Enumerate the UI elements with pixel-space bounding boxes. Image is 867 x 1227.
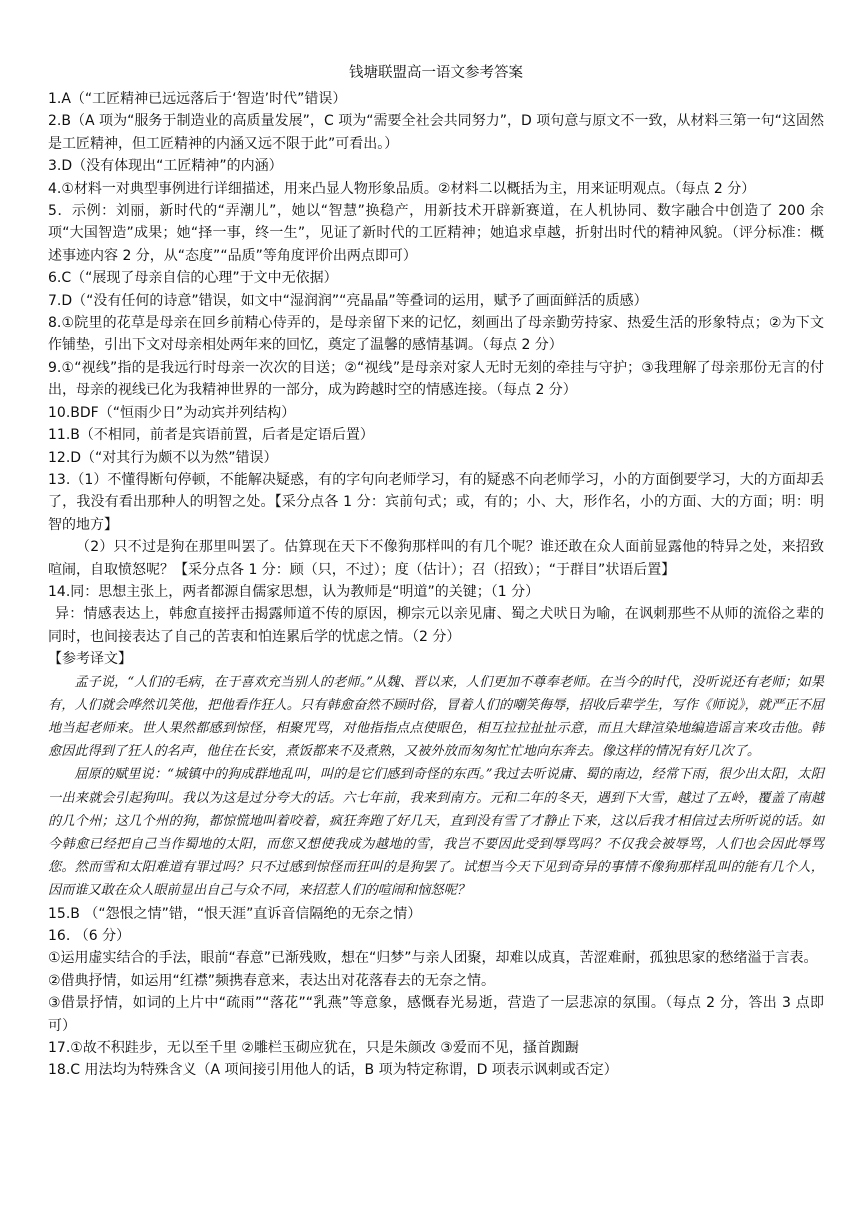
answer-18: 18.C 用法均为特殊含义（A 项间接引用他人的话，B 项为特定称谓，D 项表示讽刺或否定） [48,1062,618,1079]
answer-14-diff: 异：情感表达上，韩愈直接抨击揭露师道不传的原因，柳宗元以亲见庸、蜀之犬吠日为喻，在讽刺那些不从师的流俗之辈的同时，也间接表达了自己的苦衷和怕连累后学的忧虑之情。（2 分） [48,606,824,645]
answer-13-part1: 13.（1）不懂得断句停顿，不能解决疑惑，有的字句向老师学习，有的疑惑不向老师学习，小的方面倒要学习，大的方面却丢了，我没有看出那种人的明智之处。【采分点各 1 分：宾前句式；或，有的；小、大，形作名，小的方面、大的方面；明：明智的地方】 [48,471,824,533]
answer-13-part2: （2）只不过是狗在那里叫罢了。估算现在天下不像狗那样叫的有几个呢？谁还敢在众人面前显露他的特异之处，来招致喧闹，自取愤怒呢？【采分点各 1 分：顾（只，不过）；度（估计）；召（招致）；“于群目”状语后置】 [48,539,824,578]
answer-1: 1.A（“工匠精神已远远落后于‘智造’时代”错误） [48,91,347,107]
answer-3: 3.D（没有体现出“工匠精神”的内涵） [48,158,283,175]
translation-paragraph-1: 孟子说，“人们的毛病，在于喜欢充当别人的老师。”从魏、晋以来，人们更加不尊奉老师。在当今的时代，没听说还有老师；如果有，人们就会哗然讥笑他，把他看作狂人。只有韩愈奋然不顾时俗，冒着人们的嘲笑侮辱，招收后辈学生，写作《师说》，就严正不屈地当起老师来。世人果然都感到惊怪，相聚咒骂，对他指指点点使眼色，相互拉拉扯扯示意，而且大肆渲染地编造谣言来攻击他。韩愈因此得到了狂人的名声，他住在长安，煮饭都来不及煮熟，又被外放而匆匆忙忙地向东奔去。像这样的情况有好几次了。 [48,674,824,760]
translation-heading: 【参考译文】 [48,651,132,668]
answer-17: 17.①故不积跬步，无以至千里 ②雕栏玉砌应犹在，只是朱颜改 ③爱而不见，搔首踟蹰 [48,1040,579,1057]
answer-document [48,62,824,1082]
answer-9: 9.①“视线”指的是我远行时母亲一次次的目送；②“视线”是母亲对家人无时无刻的牵挂与守护；③我理解了母亲那份无言的付出，母亲的视线已化为我精神世界的一部分，成为跨越时空的情感连接。（每点 2 分） [48,359,824,399]
answer-15: 15.B （“怨恨之情”错，“恨天涯”直诉音信隔绝的无奈之情） [48,905,422,922]
translation-paragraph-2: 屈原的赋里说：“城镇中的狗成群地乱叫，叫的是它们感到奇怪的东西。”我过去听说庸、蜀的南边，经常下雨，很少出太阳，太阳一出来就会引起狗叫。我以为这是过分夸大的话。六七年前，我来到南方。元和二年的冬天，遇到下大雪，越过了五岭，覆盖了南越的几个州；这几个州的狗，都惊慌地叫着咬着，疯狂奔跑了好几天，直到没有雪了才静止下来，这以后我才相信过去所听说的话。如今韩愈已经把自己当作蜀地的太阳，而您又想使我成为越地的雪，我岂不要因此受到辱骂吗？不仅我会被辱骂，人们也会因此辱骂您。然而雪和太阳难道有罪过吗？只不过感到惊怪而狂叫的是狗罢了。试想当今天下见到奇异的事情不像狗那样乱叫的能有几个人，因而谁又敢在众人眼前显出自己与众不同，来招惹人们的喧闹和恼怒呢？ [48,767,824,899]
answer-2: 2.B（A 项为“服务于制造业的高质量发展”，C 项为“需要全社会共同努力”，D 项句意与原文不一致，从材料三第一句“这固然是工匠精神，但工匠精神的内涵又远不限于此”可看出。） [48,113,824,152]
answer-16-point-1: ①运用虚实结合的手法，眼前“春意”已渐残败，想在“归梦”与亲人团聚，却难以成真，苦涩难耐，孤独思家的愁绪溢于言表。 [48,950,818,967]
answer-16-point-2: ②借典抒情，如运用“红襟”频携春意来，表达出对花落春去的无奈之情。 [48,972,496,989]
answer-7: 7.D（“没有任何的诗意”错误，如文中“湿润润”“亮晶晶”等叠词的运用，赋予了画面鲜活的质感） [48,292,648,309]
answer-10: 10.BDF（“恒雨少日”为动宾并列结构） [48,404,296,421]
answer-8: 8.①院里的花草是母亲在回乡前精心侍弄的，是母亲留下来的记忆，刻画出了母亲勤劳持家、热爱生活的形象特点；②为下文作铺垫，引出下文对母亲相处两年来的回忆，奠定了温馨的感情基调。（每点 2 分） [48,315,824,354]
page-title: 钱塘联盟高一语文参考答案 [349,65,523,81]
answer-16-point-3: ③借景抒情，如词的上片中“疏雨”“落花”“乳燕”等意象，感慨春光易逝，营造了一层悲凉的氛围。（每点 2 分，答出 3 点即可） [48,995,824,1034]
answer-5: 5．示例：刘丽，新时代的“弄潮儿”，她以“智慧”换稳产，用新技术开辟新赛道，在人机协同、数字融合中创造了 200 余项“大国智造”成果；她“择一事，终一生”，见证了新时代的工匠精神；她追求卓越，折射出时代的精神风貌。（评分标准：概述事迹内容 2 分，从“态度”“品质”等角度评价出两点即可） [48,203,824,264]
answer-11: 11.B（不相同，前者是宾语前置，后者是定语后置） [48,427,374,444]
answer-14-same: 14.同：思想主张上，两者都源自儒家思想，认为教师是“明道”的关键；（1 分） [48,583,540,600]
answer-16-heading: 16. （6 分） [48,928,131,944]
answer-4: 4.①材料一对典型事例进行详细描述，用来凸显人物形象品质。②材料二以概括为主，用来证明观点。（每点 2 分） [48,180,756,197]
answer-6: 6.C（“展现了母亲自信的心理”于文中无依据） [48,270,338,287]
answer-12: 12.D（“对其行为颇不以为然”错误） [48,449,278,466]
